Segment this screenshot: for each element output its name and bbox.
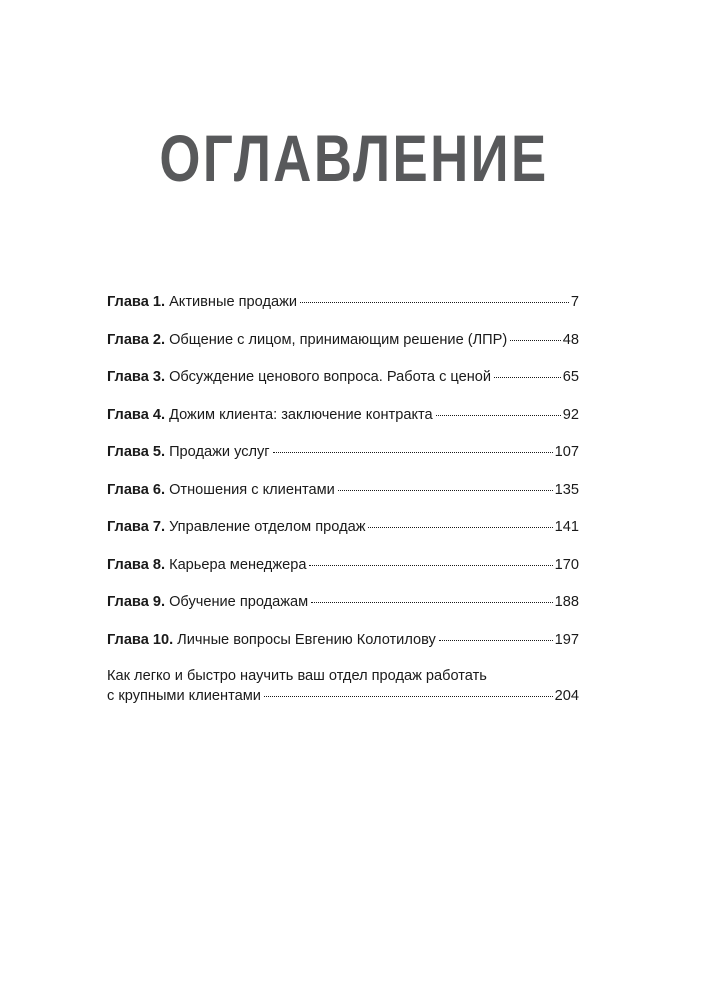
toc-entry-chapter-5[interactable] [107, 442, 579, 462]
page-number: 188 [554, 594, 579, 610]
chapter-label: Глава 10. [107, 631, 174, 648]
dot-leader [510, 340, 560, 341]
page-number: 48 [562, 331, 579, 348]
chapter-label: Глава 9. [107, 594, 166, 610]
toc-entry-chapter-2[interactable] [107, 330, 579, 350]
chapter-label: Глава 3. [107, 369, 166, 385]
toc-entry-chapter-1[interactable] [107, 292, 579, 312]
chapter-title: Отношения с клиентами [169, 481, 335, 498]
dot-leader [309, 565, 552, 566]
appendix-title-line2: с крупными клиентами [107, 688, 261, 704]
toc-entry-chapter-9[interactable] [107, 592, 579, 612]
toc-entry-chapter-10[interactable] [107, 630, 579, 650]
dot-leader [273, 452, 553, 453]
toc-entry-chapter-4[interactable] [107, 405, 579, 425]
page-number: 65 [562, 369, 579, 385]
chapter-label: Глава 1. [107, 294, 166, 310]
dot-leader [300, 302, 569, 303]
chapter-label: Глава 5. [107, 444, 166, 460]
page-number: 197 [554, 631, 579, 648]
dot-leader [368, 527, 552, 528]
toc-entry-chapter-7[interactable] [107, 517, 579, 537]
chapter-title: Общение с лицом, принимающим решение (ЛПР) [169, 331, 508, 348]
page-number: 92 [562, 406, 579, 423]
chapter-title: Дожим клиента: заключение контракта [169, 406, 433, 423]
dot-leader [439, 640, 553, 641]
page-number: 141 [554, 519, 579, 535]
chapter-label: Глава 2. [107, 331, 166, 348]
chapter-label: Глава 8. [107, 556, 166, 573]
toc-entry-chapter-8[interactable] [107, 555, 579, 575]
appendix-title-row [107, 686, 579, 706]
dot-leader [338, 490, 553, 491]
toc-entry-chapter-6[interactable] [107, 480, 579, 500]
chapter-title: Управление отделом продаж [169, 519, 366, 535]
dot-leader [494, 377, 561, 378]
page-number: 7 [570, 294, 579, 310]
chapter-label: Глава 7. [107, 519, 166, 535]
dot-leader [264, 696, 553, 697]
chapter-title: Карьера менеджера [169, 556, 307, 573]
dot-leader [311, 602, 552, 603]
chapter-title: Активные продажи [169, 294, 298, 310]
chapter-title: Обсуждение ценового вопроса. Работа с ценой [169, 369, 492, 385]
toc-entry-chapter-3[interactable] [107, 367, 579, 387]
dot-leader [436, 415, 561, 416]
chapter-label: Глава 6. [107, 481, 166, 498]
appendix-title-line1: Как легко и быстро научить ваш отдел продаж работать [107, 668, 487, 684]
page-number: 107 [554, 444, 579, 460]
table-of-contents [107, 292, 579, 706]
chapter-title: Продажи услуг [169, 444, 270, 460]
page-title: ОГЛАВЛЕНИЕ [159, 121, 549, 195]
chapter-title: Обучение продажам [169, 594, 309, 610]
page-number: 170 [554, 556, 579, 573]
toc-entry-appendix[interactable] [107, 666, 579, 706]
page-number: 204 [554, 688, 579, 704]
chapter-title: Личные вопросы Евгению Колотилову [177, 631, 436, 648]
chapter-label: Глава 4. [107, 406, 166, 423]
page-number: 135 [554, 481, 579, 498]
